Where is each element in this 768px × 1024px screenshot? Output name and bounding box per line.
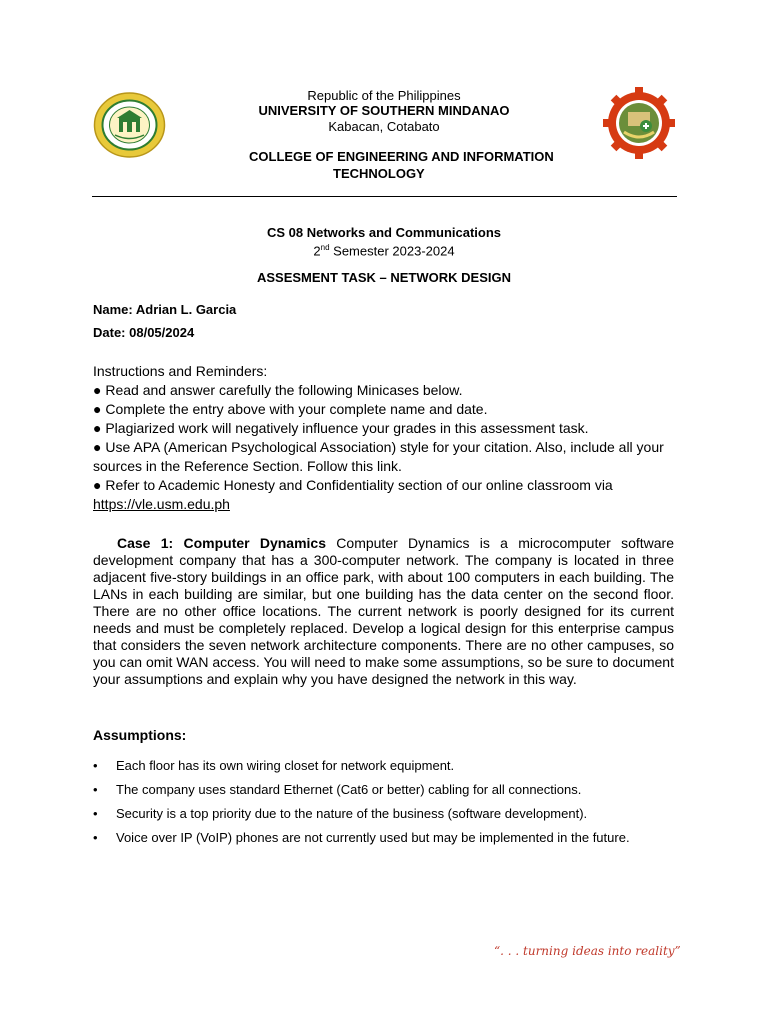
- case-paragraph: [93, 535, 674, 688]
- assumption-item: • The company uses standard Ethernet (Cat6 or better) cabling for all connections.: [93, 778, 683, 802]
- instruction-item: ● Use APA (American Psychological Association) style for your citation. Also, include all your sources in the Reference Section. Follow this link.: [93, 439, 664, 474]
- instruction-item: ● Complete the entry above with your complete name and date.: [93, 401, 488, 417]
- assumptions-heading: Assumptions:: [93, 727, 187, 743]
- footer-tagline: “. . . turning ideas into reality”: [494, 944, 681, 958]
- republic-line: Republic of the Philippines: [307, 88, 461, 103]
- assumption-item: • Voice over IP (VoIP) phones are not currently used but may be implemented in the future.: [93, 826, 683, 850]
- vle-link[interactable]: https://vle.usm.edu.ph: [93, 496, 230, 512]
- submission-date: Date: 08/05/2024: [93, 325, 195, 340]
- header-divider: [92, 196, 677, 197]
- instruction-item: ● Refer to Academic Honesty and Confidentiality section of our online classroom via: [93, 477, 613, 493]
- assumptions-list: [93, 754, 683, 850]
- semester-sup: nd: [320, 243, 330, 252]
- instruction-item: ● Plagiarized work will negatively influence your grades in this assessment task.: [93, 420, 589, 436]
- college-name-line1: COLLEGE OF ENGINEERING AND INFORMATION: [249, 149, 554, 164]
- instruction-item: ● Read and answer carefully the following Minicases below.: [93, 382, 463, 398]
- instructions-block: [93, 362, 683, 514]
- case-text: Computer Dynamics is a microcomputer software development company that has a 300-computer network. The company is located in three adjacent five-story buildings in an office park, with about 100 computers in each building. The LANs in each building are similar, but one building has the data center on the second floor. There are no other office locations. The current network is poorly designed for its current needs and must be completely replaced. Develop a logical design for this enterprise campus that considers the seven network architecture components. There are no other campuses, so you can omit WAN access. You will need to make some assumptions, so be sure to document your assumptions and explain why you have designed the network in this way.: [93, 535, 674, 687]
- semester-rest: Semester 2023-2024: [329, 243, 455, 259]
- assumption-item: • Each floor has its own wiring closet for network equipment.: [93, 754, 683, 778]
- college-name-line2: TECHNOLOGY: [333, 166, 425, 181]
- semester-line: [0, 240, 768, 259]
- semester-ordinal: 2: [313, 243, 321, 259]
- student-name: Name: Adrian L. Garcia: [93, 302, 237, 317]
- university-location: Kabacan, Cotabato: [328, 119, 440, 134]
- task-title: ASSESMENT TASK – NETWORK DESIGN: [256, 270, 511, 285]
- case-title: Case 1: Computer Dynamics: [117, 535, 327, 551]
- instructions-heading: Instructions and Reminders:: [93, 363, 268, 379]
- assumption-item: • Security is a top priority due to the nature of the business (software development).: [93, 802, 683, 826]
- course-title: CS 08 Networks and Communications: [266, 225, 502, 240]
- university-name: UNIVERSITY OF SOUTHERN MINDANAO: [258, 103, 510, 118]
